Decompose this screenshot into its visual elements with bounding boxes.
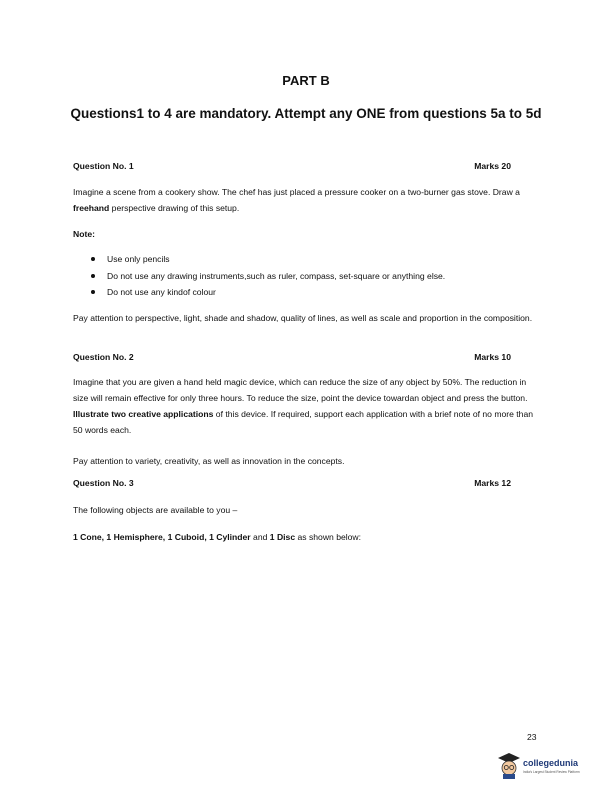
brand-logo-text: collegedunia bbox=[523, 758, 579, 768]
question-2-prompt bbox=[73, 374, 543, 438]
question-1-prompt bbox=[73, 184, 543, 216]
bullet-item: Do not use any kindof colour bbox=[73, 284, 445, 301]
question-2-header bbox=[73, 352, 511, 362]
graduate-mascot-icon bbox=[497, 752, 521, 780]
question-2-label: Question No. 2 bbox=[73, 352, 134, 362]
main-heading: Questions1 to 4 are mandatory. Attempt any ONE from questions 5a to 5d bbox=[70, 106, 542, 121]
bullet-item: Do not use any drawing instruments,such as ruler, compass, set-square or anything else. bbox=[73, 268, 445, 285]
question-3-intro: The following objects are available to you – bbox=[73, 505, 238, 515]
objects-list: 1 Cone, 1 Hemisphere, 1 Cuboid, 1 Cylinder bbox=[73, 532, 251, 542]
note-bullet-list bbox=[73, 251, 445, 301]
q1-text-bold: freehand bbox=[73, 203, 110, 213]
question-2-marks: Marks 10 bbox=[474, 352, 511, 362]
brand-tagline: India's Largest Student Review Platform bbox=[523, 770, 580, 774]
question-1-marks: Marks 20 bbox=[474, 161, 511, 171]
question-3-objects bbox=[73, 529, 543, 545]
question-3-header bbox=[73, 478, 511, 488]
question-3-marks: Marks 12 bbox=[474, 478, 511, 488]
question-1-attention: Pay attention to perspective, light, shade and shadow, quality of lines, as well as scale and proportion in the composition. bbox=[73, 313, 533, 323]
question-3-label: Question No. 3 bbox=[73, 478, 134, 488]
objects-and: and bbox=[250, 532, 270, 542]
q2-text-a: Imagine that you are given a hand held magic device, which can reduce the size of any object by 50%. The reduction in size will remain effective for only three hours. To reduce the size, point the device towardan object and press the button. bbox=[73, 377, 528, 403]
objects-tail: as shown below: bbox=[295, 532, 362, 542]
bullet-item: Use only pencils bbox=[73, 251, 445, 268]
page-number: 23 bbox=[527, 732, 537, 742]
q1-text-b: perspective drawing of this setup. bbox=[109, 203, 240, 213]
question-2-attention: Pay attention to variety, creativity, as well as innovation in the concepts. bbox=[73, 456, 345, 466]
q2-text-bold: Illustrate two creative applications bbox=[73, 409, 214, 419]
question-1-header bbox=[73, 161, 511, 171]
part-title: PART B bbox=[282, 73, 330, 88]
objects-disc: 1 Disc bbox=[269, 532, 296, 542]
q1-text-a: Imagine a scene from a cookery show. The chef has just placed a pressure cooker on a two-burner gas stove. Draw a bbox=[73, 187, 520, 197]
question-1-label: Question No. 1 bbox=[73, 161, 134, 171]
note-label: Note: bbox=[73, 229, 95, 239]
q2-text-b: of this device. If required, support each application with a brief note of no more than 50 words each. bbox=[73, 409, 534, 435]
